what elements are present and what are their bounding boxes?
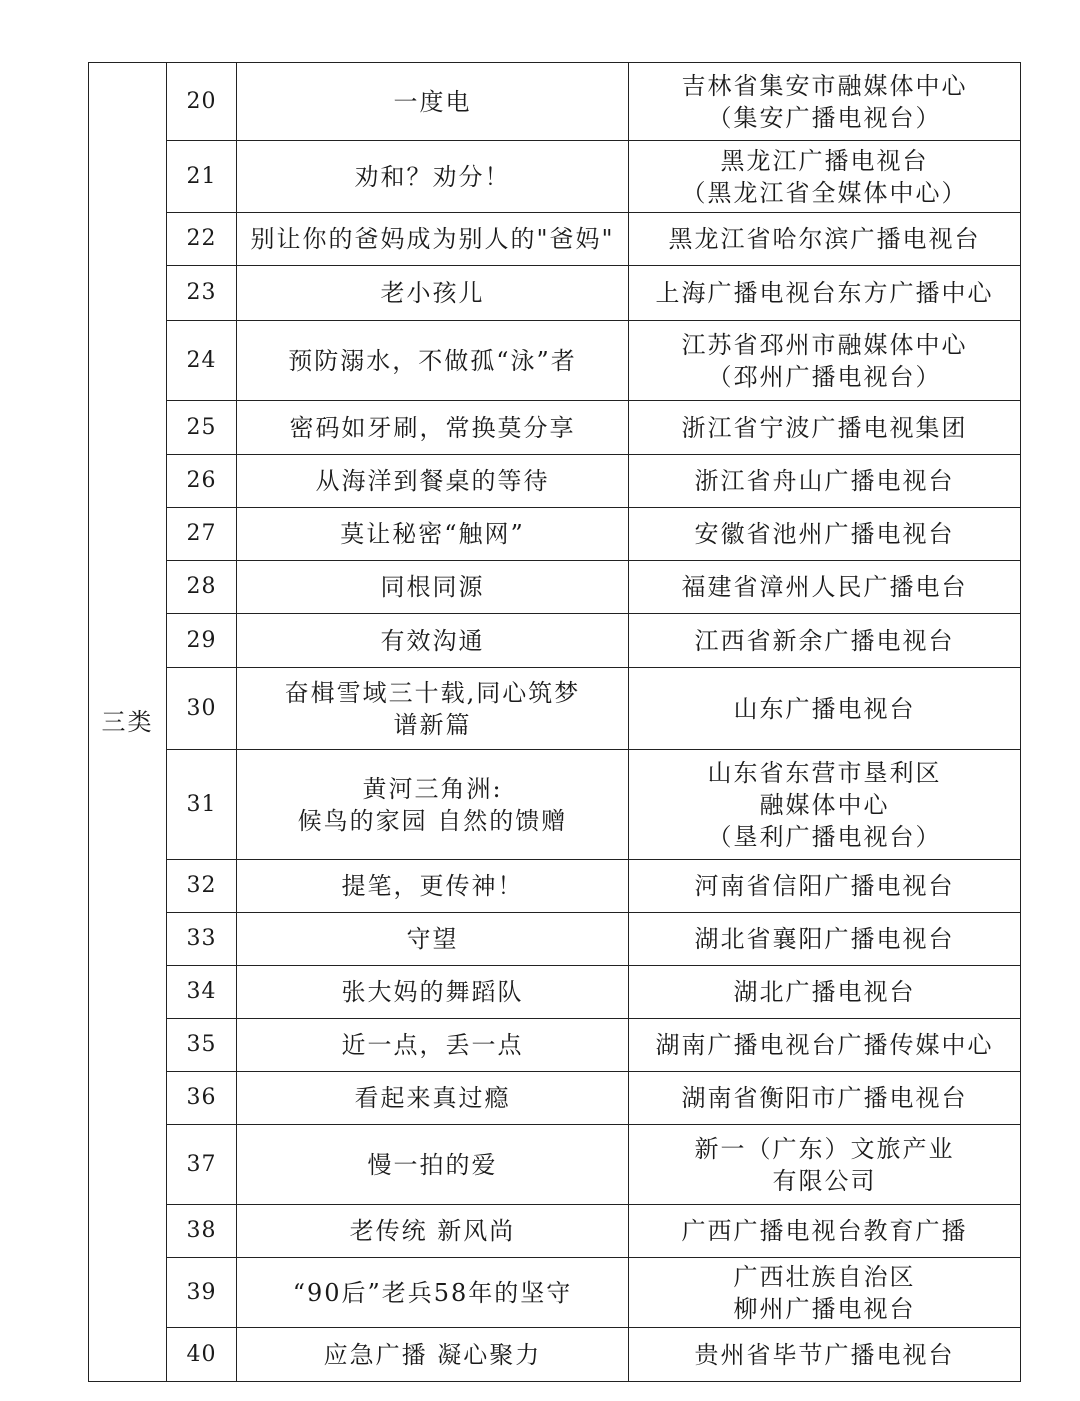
document-page (88, 62, 1021, 1382)
organization-cell (629, 1072, 1021, 1125)
work-title-cell (237, 266, 629, 321)
row-number: 36 (167, 1072, 237, 1125)
organization-line: 湖南省衡阳市广播电视台 (681, 1084, 968, 1112)
organization-line: 湖北省襄阳广播电视台 (694, 925, 955, 953)
organization-line: 吉林省集安市融媒体中心 (681, 71, 968, 100)
organization-line: 贵州省毕节广播电视台 (694, 1340, 955, 1369)
work-title-cell (237, 63, 629, 141)
award-list-table (88, 62, 1021, 1382)
work-title-cell (237, 1328, 629, 1382)
organization-line: 河南省信阳广播电视台 (694, 872, 955, 900)
work-title-cell (237, 966, 629, 1019)
work-title-cell (237, 1019, 629, 1072)
organization-cell (629, 401, 1021, 455)
row-number: 35 (167, 1019, 237, 1072)
work-title-cell (237, 455, 629, 508)
organization-cell (629, 141, 1021, 213)
organization-cell (629, 1019, 1021, 1072)
organization-cell (629, 860, 1021, 913)
work-title-cell (237, 141, 629, 213)
organization-line: 上海广播电视台东方广播中心 (655, 279, 994, 307)
row-number: 22 (167, 213, 237, 266)
organization-line: 湖北广播电视台 (733, 978, 916, 1006)
row-number: 39 (167, 1258, 237, 1328)
organization-cell (629, 1205, 1021, 1258)
work-title-line: 有效沟通 (380, 626, 485, 655)
work-title-line: 同根同源 (380, 573, 485, 601)
work-title-cell (237, 860, 629, 913)
work-title-line: 提笔，更传神！ (341, 872, 524, 900)
work-title-line: 谱新篇 (393, 710, 472, 739)
row-number: 31 (167, 750, 237, 860)
table-row (89, 668, 1021, 750)
table-row (89, 913, 1021, 966)
organization-line: 湖南广播电视台广播传媒中心 (655, 1031, 994, 1059)
work-title-line: “90后”老兵58年的坚守 (292, 1278, 573, 1307)
row-number: 25 (167, 401, 237, 455)
table-row (89, 141, 1021, 213)
category-cell: 三类 (89, 63, 167, 1382)
organization-line: （集安广播电视台） (707, 103, 942, 132)
row-number: 21 (167, 141, 237, 213)
work-title-cell (237, 213, 629, 266)
work-title-line: 看起来真过瘾 (354, 1084, 511, 1112)
work-title-cell (237, 508, 629, 561)
work-title-cell (237, 561, 629, 614)
organization-cell (629, 1125, 1021, 1205)
organization-line: （垦利广播电视台） (707, 822, 942, 851)
organization-line: 有限公司 (772, 1166, 877, 1195)
organization-line: 黑龙江省哈尔滨广播电视台 (668, 225, 981, 253)
organization-cell (629, 455, 1021, 508)
work-title-line: 候鸟的家园 自然的馈赠 (297, 806, 568, 835)
table-row (89, 561, 1021, 614)
table-row (89, 614, 1021, 668)
organization-line: 江西省新余广播电视台 (694, 626, 955, 655)
work-title-line: 黄河三角洲: (362, 774, 503, 803)
organization-cell (629, 266, 1021, 321)
organization-line: 浙江省宁波广播电视集团 (681, 413, 968, 442)
organization-line: 山东省东营市垦利区 (707, 758, 942, 787)
table-body (89, 63, 1021, 1382)
row-number: 33 (167, 913, 237, 966)
organization-cell (629, 1328, 1021, 1382)
row-number: 23 (167, 266, 237, 321)
work-title-line: 别让你的爸妈成为别人的"爸妈" (250, 225, 615, 253)
work-title-cell (237, 668, 629, 750)
organization-line: 浙江省舟山广播电视台 (694, 467, 955, 495)
work-title-line: 老传统 新风尚 (349, 1217, 516, 1245)
work-title-line: 奋楫雪域三十载,同心筑梦 (284, 678, 581, 707)
organization-line: 福建省漳州人民广播电台 (681, 573, 968, 601)
organization-line: 江苏省邳州市融媒体中心 (681, 330, 968, 359)
organization-line: 新一（广东）文旅产业 (694, 1134, 955, 1163)
work-title-line: 慢一拍的爱 (367, 1150, 498, 1179)
work-title-line: 老小孩儿 (380, 279, 485, 307)
work-title-cell (237, 1205, 629, 1258)
row-number: 20 (167, 63, 237, 141)
row-number: 24 (167, 321, 237, 401)
organization-line: 融媒体中心 (759, 790, 890, 819)
organization-line: 山东广播电视台 (733, 694, 916, 723)
work-title-line: 莫让秘密“触网” (340, 520, 525, 548)
work-title-cell (237, 321, 629, 401)
organization-cell (629, 966, 1021, 1019)
table-row (89, 966, 1021, 1019)
work-title-line: 密码如牙刷，常换莫分享 (289, 413, 576, 442)
organization-cell (629, 321, 1021, 401)
table-row (89, 266, 1021, 321)
table-row (89, 321, 1021, 401)
organization-cell (629, 561, 1021, 614)
work-title-line: 劝和？劝分！ (354, 162, 511, 191)
row-number: 30 (167, 668, 237, 750)
row-number: 40 (167, 1328, 237, 1382)
organization-line: （邳州广播电视台） (707, 362, 942, 391)
work-title-line: 近一点，丢一点 (341, 1031, 524, 1059)
table-row (89, 1328, 1021, 1382)
work-title-line: 一度电 (393, 87, 472, 116)
work-title-cell (237, 614, 629, 668)
table-row (89, 750, 1021, 860)
work-title-cell (237, 1258, 629, 1328)
organization-line: 广西壮族自治区 (733, 1262, 916, 1291)
row-number: 34 (167, 966, 237, 1019)
row-number: 28 (167, 561, 237, 614)
work-title-line: 从海洋到餐桌的等待 (315, 467, 550, 495)
work-title-cell (237, 913, 629, 966)
organization-line: 安徽省池州广播电视台 (694, 520, 955, 548)
row-number: 37 (167, 1125, 237, 1205)
work-title-line: 应急广播 凝心聚力 (323, 1340, 542, 1369)
work-title-cell (237, 1125, 629, 1205)
work-title-cell (237, 1072, 629, 1125)
table-row (89, 860, 1021, 913)
work-title-cell (237, 401, 629, 455)
organization-line: （黑龙江省全媒体中心） (681, 178, 968, 207)
organization-cell (629, 508, 1021, 561)
organization-cell (629, 668, 1021, 750)
row-number: 26 (167, 455, 237, 508)
organization-line: 黑龙江广播电视台 (720, 146, 929, 175)
table-row (89, 508, 1021, 561)
organization-cell (629, 213, 1021, 266)
work-title-cell (237, 750, 629, 860)
table-row (89, 213, 1021, 266)
table-row (89, 1072, 1021, 1125)
table-row (89, 1125, 1021, 1205)
row-number: 27 (167, 508, 237, 561)
work-title-line: 张大妈的舞蹈队 (341, 978, 524, 1006)
organization-line: 广西广播电视台教育广播 (681, 1217, 968, 1245)
table-row (89, 1205, 1021, 1258)
row-number: 38 (167, 1205, 237, 1258)
table-row (89, 455, 1021, 508)
organization-line: 柳州广播电视台 (733, 1294, 916, 1323)
organization-cell (629, 63, 1021, 141)
work-title-line: 预防溺水，不做孤“泳”者 (288, 346, 577, 375)
row-number: 32 (167, 860, 237, 913)
table-row (89, 401, 1021, 455)
organization-cell (629, 750, 1021, 860)
work-title-line: 守望 (406, 925, 459, 953)
table-row (89, 1019, 1021, 1072)
organization-cell (629, 1258, 1021, 1328)
organization-cell (629, 614, 1021, 668)
organization-cell (629, 913, 1021, 966)
table-row (89, 63, 1021, 141)
table-row (89, 1258, 1021, 1328)
row-number: 29 (167, 614, 237, 668)
